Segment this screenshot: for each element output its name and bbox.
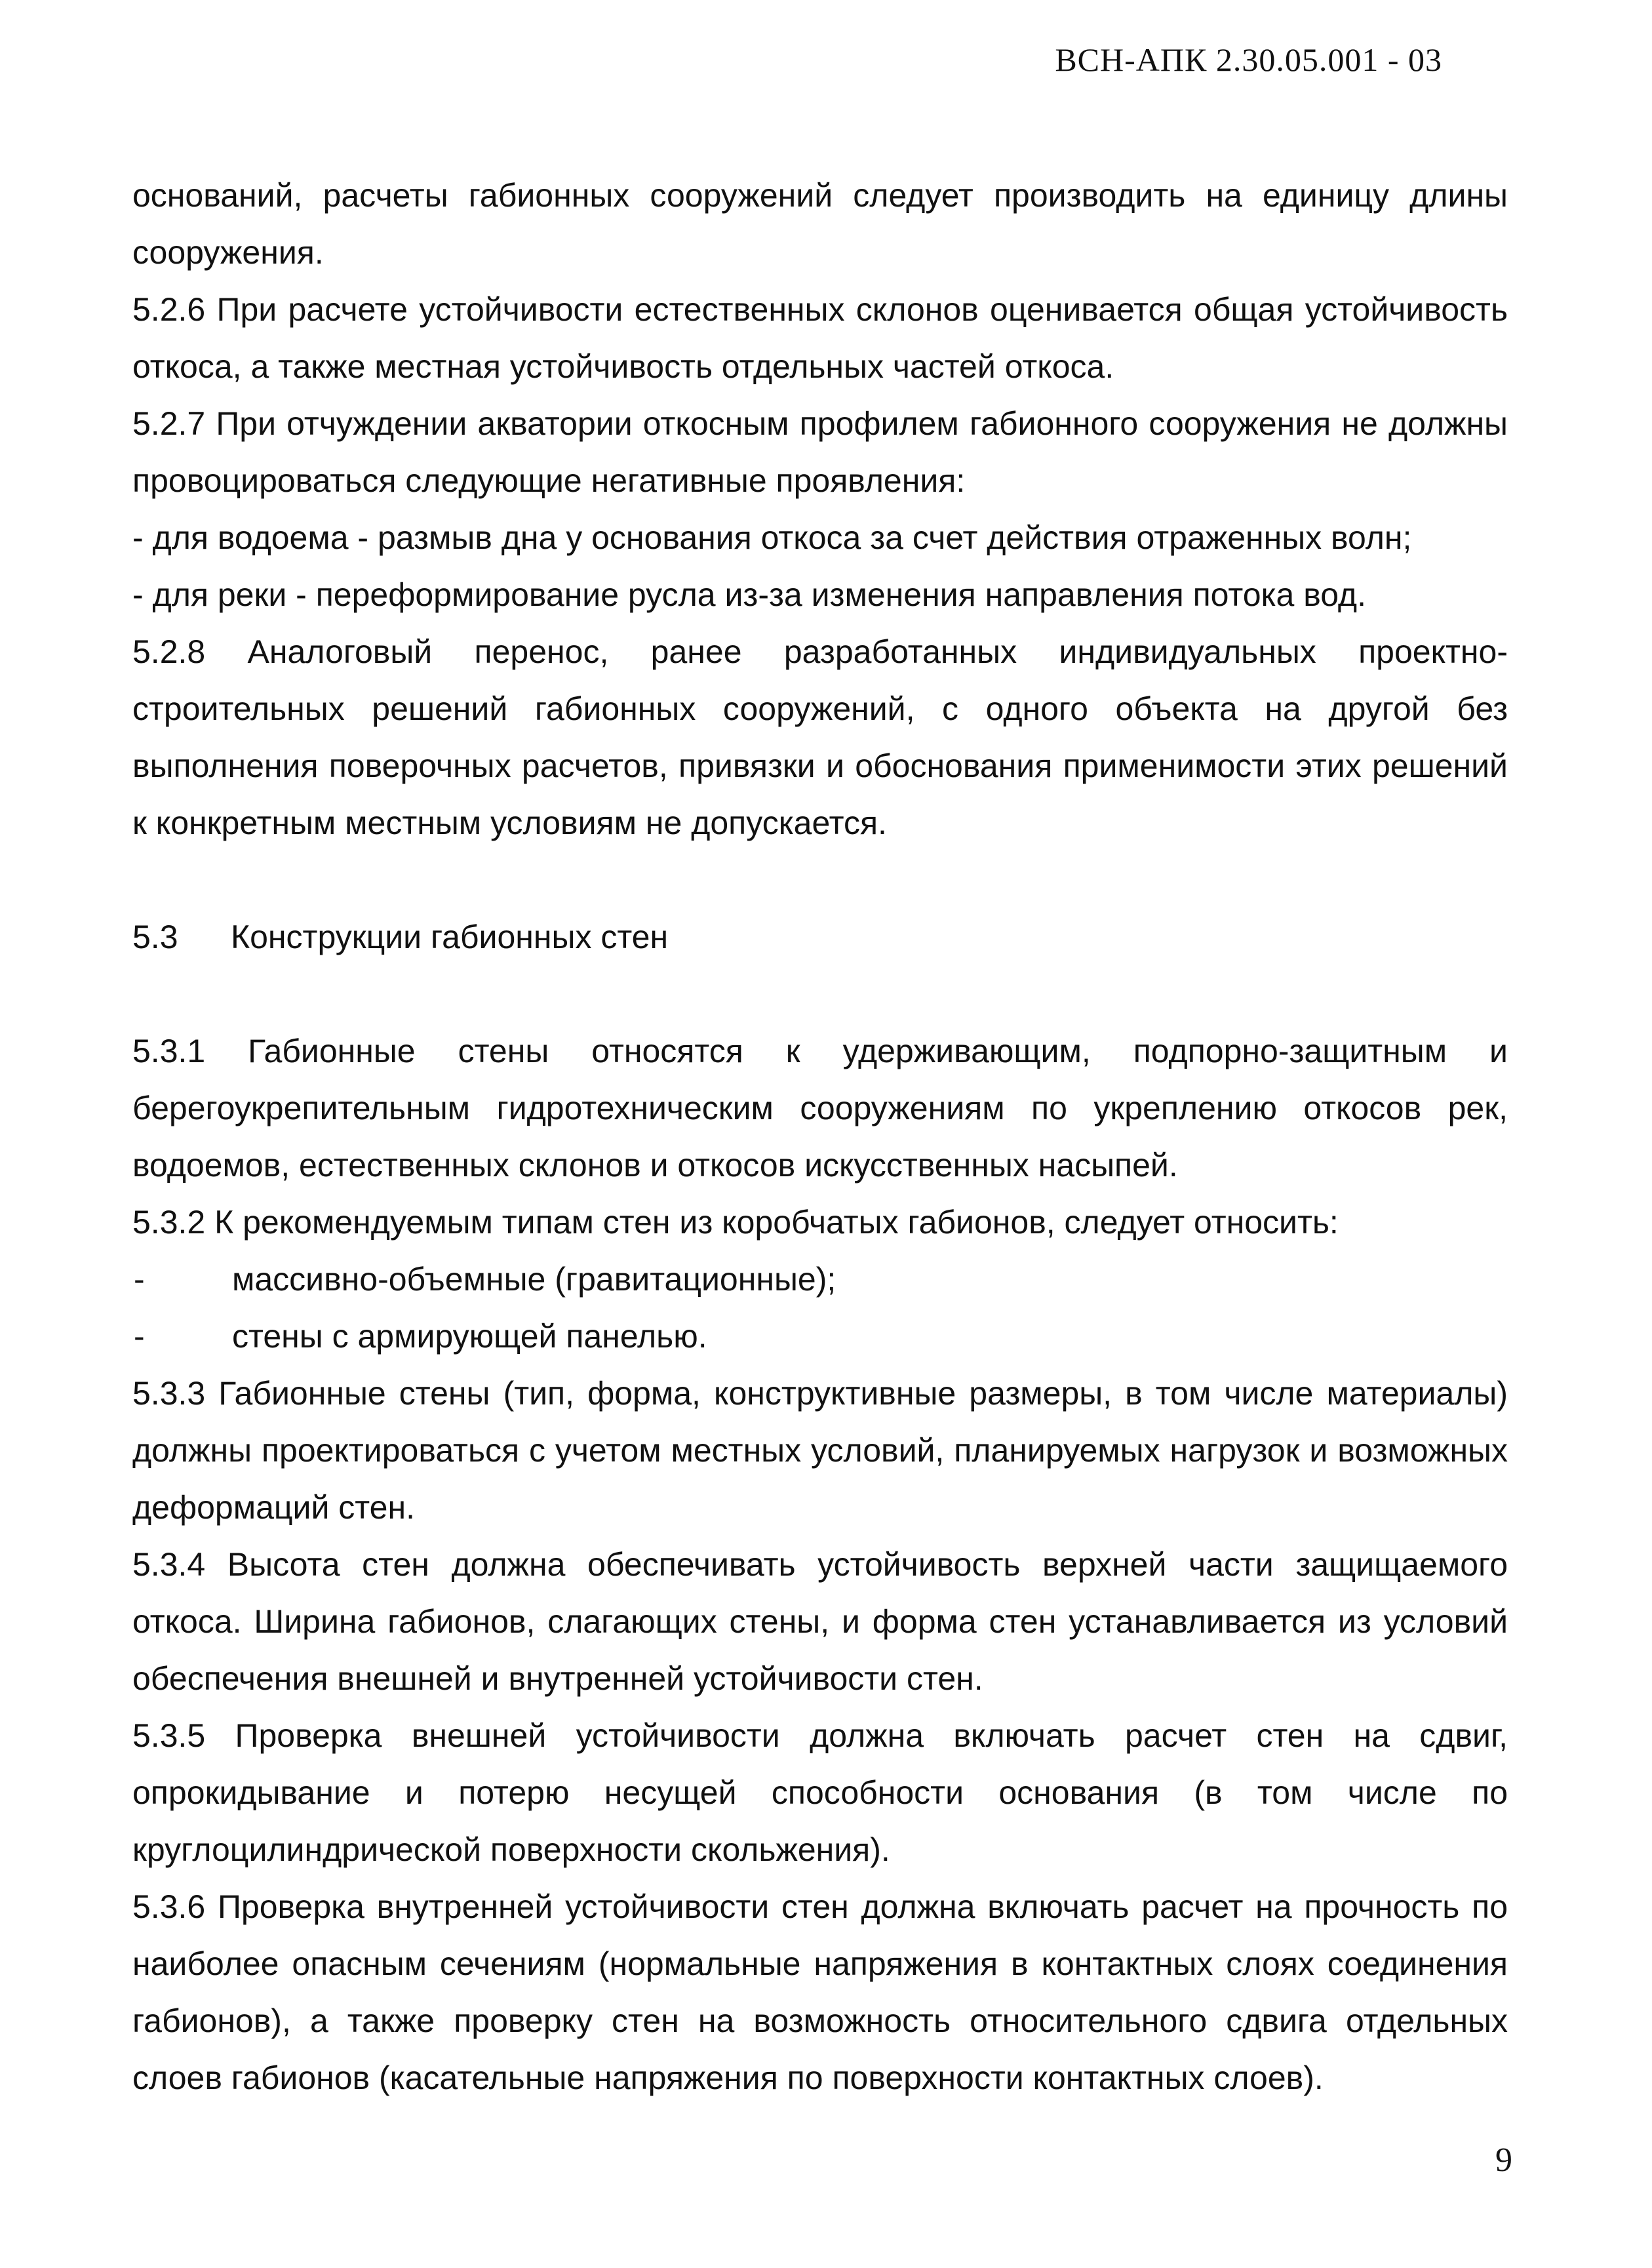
page-number: 9: [1495, 2141, 1512, 2179]
paragraph-5-2-7-item-river: - для реки - переформирование русла из-за изменения направления потока вод.: [132, 576, 1366, 613]
paragraph-5-2-7: 5.2.7 При отчуждении акватории откосным профилем габионного сооружения не должны провоцироваться следующие негативные проявления:: [132, 405, 1508, 499]
spacer: [132, 852, 1508, 909]
list-item: [132, 1251, 1508, 1308]
paragraph-5-3-3: 5.3.3 Габионные стены (тип, форма, конструктивные размеры, в том числе материалы) должны проектироваться с учетом местных условий, планируемых нагрузок и возможных деформаций стен.: [132, 1375, 1508, 1526]
list-item-text: стены с армирующей панелью.: [232, 1318, 707, 1355]
section-number: 5.3: [132, 919, 178, 955]
paragraph-5-2-6: 5.2.6 При расчете устойчивости естественных склонов оценивается общая устойчивость откоса, а также местная устойчивость отдельных частей откоса.: [132, 291, 1508, 385]
paragraph-5-3-1: 5.3.1 Габионные стены относятся к удерживающим, подпорно-защитным и берегоукрепительным гидротехническим сооружениям по укреплению откосов рек, водоемов, естественных склонов и откосов искусственных насыпей.: [132, 1033, 1508, 1184]
list-item: [132, 1308, 1508, 1365]
paragraph-5-2-8: 5.2.8 Аналоговый перенос, ранее разработанных индивидуальных проектно-строительных решений габионных сооружений, с одного объекта на другой без выполнения поверочных расчетов, привязки и обоснования применимости этих решений к конкретным местным условиям не допускается.: [132, 633, 1508, 841]
list-dash: -: [134, 1261, 145, 1298]
paragraph-5-3-5: 5.3.5 Проверка внешней устойчивости должна включать расчет стен на сдвиг, опрокидывание и потерю несущей способности основания (в том числе по круглоцилиндрической поверхности скольжения).: [132, 1717, 1508, 1868]
list-item-text: массивно-объемные (гравитационные);: [232, 1261, 836, 1298]
paragraph-5-2-7-item-reservoir: - для водоема - размыв дна у основания откоса за счет действия отраженных волн;: [132, 519, 1412, 556]
section-heading-5-3: [132, 909, 1508, 966]
paragraph-5-3-2: 5.3.2 К рекомендуемым типам стен из коробчатых габионов, следует относить:: [132, 1204, 1339, 1241]
paragraph-5-3-4: 5.3.4 Высота стен должна обеспечивать устойчивость верхней части защищаемого откоса. Ширина габионов, слагающих стены, и форма стен устанавливается из условий обеспечения внешней и внутренней устойчивости стен.: [132, 1546, 1508, 1697]
paragraph-5-3-6: 5.3.6 Проверка внутренней устойчивости стен должна включать расчет на прочность по наиболее опасным сечениям (нормальные напряжения в контактных слоях соединения габионов), а также проверку стен на возможность относительного сдвига отдельных слоев габионов (касательные напряжения по поверхности контактных слоев).: [132, 1888, 1508, 2096]
section-title: Конструкции габионных стен: [231, 919, 669, 955]
spacer: [132, 966, 1508, 1023]
paragraph-continuation: оснований, расчеты габионных сооружений следует производить на единицу длины сооружения.: [132, 177, 1508, 271]
document-code: ВСН-АПК 2.30.05.001 - 03: [1055, 41, 1442, 78]
list-dash: -: [134, 1318, 145, 1355]
document-body: [132, 167, 1508, 2107]
